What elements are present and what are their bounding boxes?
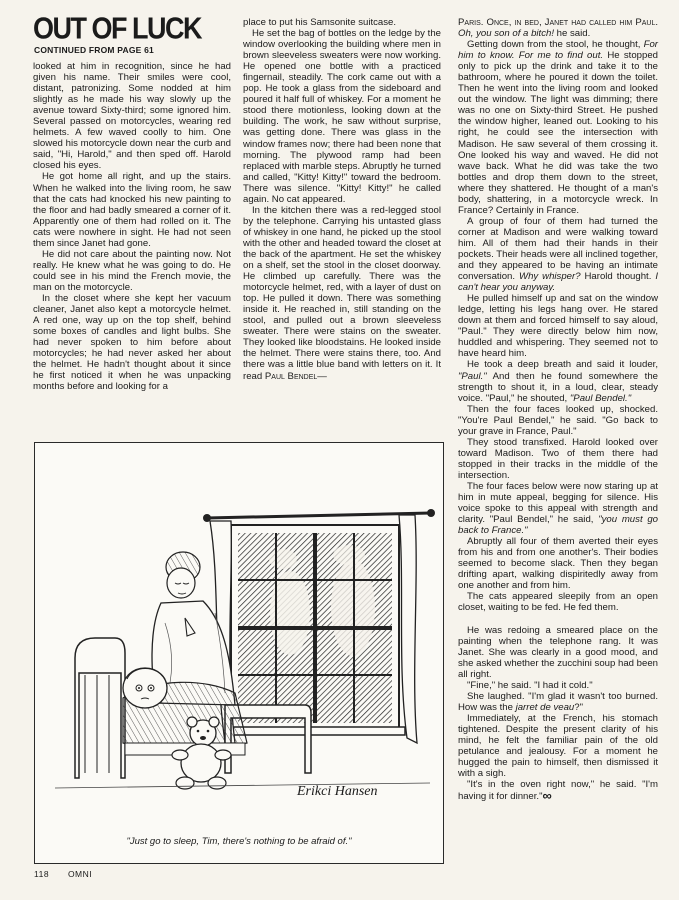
- italic-text: I can't hear you anyway.: [458, 271, 659, 294]
- page-footer: [34, 869, 108, 879]
- paragraph-text: The four faces below were now staring up at him in mute appeal, begging for silence. His voice spoke to this appeal with strength and clarity. "Paul Bendel," he said,: [458, 480, 658, 526]
- italic-text: "Paul.": [458, 370, 487, 382]
- paragraph: [458, 481, 658, 536]
- end-mark-icon: ∞: [542, 788, 552, 804]
- paragraph: He was redoing a smeared place on the painting when the telephone rang. It was Janet. She was clearly in a good mood, and she asked whether the zucchini soup had been all right.: [458, 624, 659, 680]
- italic-text: Why whisper?: [519, 271, 581, 283]
- paragraph: place to put his Samsonite suitcase.: [243, 17, 397, 28]
- right-curtain: [399, 515, 417, 743]
- italic-text: "you must go back to France.": [458, 514, 659, 537]
- paragraph-text: Harold thought.: [584, 271, 652, 283]
- paragraph: Immediately, at the French, his stomach tightened. Despite the present clarity of his mind, he felt the familiar pain of the old petulance and jealousy. For a moment he hugged the pain to himself, then dismissed it with a sigh.: [458, 712, 658, 780]
- italic-text: Oh, you son of a bitch!: [458, 28, 554, 40]
- paragraph: Then the four faces looked up, shocked. "You're Paul Bendel," he said. "Go back to your grave in France, Paul.": [458, 403, 658, 437]
- paragraph-text: Getting down from the stool, he thought,: [467, 39, 641, 51]
- continued-line: CONTINUED FROM PAGE 61: [34, 45, 154, 55]
- paragraph: [458, 691, 658, 713]
- paragraph: looked at him in recognition, since he had given his name. Their smiles were cool, distant, patronizing. Some nodded at him slightly as he made his way slowly up the avenue toward Sixty-third; some ignored him. Several passed on motorcycles, wearing red helmets. A few waved coolly to him. One slowed his motorcycle down near the curb and said, "Hi, Harold," and then sped off. Harold closed his eyes.: [33, 61, 231, 172]
- italic-text: "Paul Bendel.": [569, 392, 632, 404]
- cartoon-caption: "Just go to sleep, Tim, there's nothing to be afraid of.": [126, 836, 352, 847]
- paragraph: [458, 779, 658, 802]
- paragraph: [458, 216, 658, 293]
- name-band-text: Paul Bendel—: [264, 370, 327, 382]
- paragraph: [458, 39, 658, 216]
- paragraph: [458, 359, 658, 403]
- italic-text: For him to know. For me to find out.: [458, 39, 658, 62]
- cartoon-illustration: [35, 443, 443, 863]
- page-number: 118: [34, 869, 50, 879]
- paragraph: "Fine," he said. "I had it cold.": [467, 679, 593, 691]
- section-break: [458, 614, 658, 625]
- paragraph-text: He stopped only to pick up the drink and take it to the bathroom, where he poured it down the toilet. Then he went into the living room and looked out the window. The light was dimming; there was no one on Sixty-third Street. He pushed the window higher, leaned out. Looking to his right, he could see the intersection with Madison. He saw several of them crossing it. One looked his way and waved. He did not wave back. What he did was take the two bottles and drop them down to the street, where they shattered. He thought of a man's body, shattering, in a motorcycle wreck. In France? Certainly in France.: [458, 50, 658, 216]
- paragraph-text: And then he found somewhere the strength to shout it, in a loud, clear, steady voice. "Paul," he shouted,: [458, 370, 658, 404]
- paragraph: He got home all right, and up the stairs. When he walked into the living room, he saw that the cats had knocked his new painting to the floor and had badly smeared a corner of it. Apparently one of them had rolled on it. The cats were nowhere in sight. He had not seen them since Janet had gone.: [33, 171, 231, 249]
- paragraph: In the closet where she kept her vacuum cleaner, Janet also kept a motorcycle helmet. A red one, way up on the top shelf, behind some boxes of candles and light bulbs. She had never spoken to him before about motorcycles; he had never asked her about the helmet. He hadn't thought about it since he first noticed it when he was unpacking months before and looking for a: [33, 292, 231, 393]
- column-1: [33, 61, 231, 392]
- paragraph-text: A group of four of them had turned the corner at Madison and were walking toward him. All of them had their hands in their pockets. Their heads were all inclined together, and they appeared to be having an intimate conversation.: [458, 215, 658, 283]
- paragraph: [458, 17, 658, 39]
- paragraph-text: Paris. Once, in bed, Janet had called him Paul.: [458, 17, 658, 28]
- paragraph-text: he said.: [556, 28, 591, 40]
- paragraph-text: In the kitchen there was a red-legged stool by the telephone. Carrying his untasted glass of whiskey in one hand, he picked up the stool with the other and headed toward the closet at the back of the apartment. He set the whiskey on a shelf, set the stool in the closet doorway. He climbed up carefully. There was the motorcycle helmet, red, with a layer of dust on top. He pulled it down. There was something inside it. He reached in, still standing on the stool, and pulled out a brown sleeveless sweater. There were stains on the sweater. They looked like bloodstains. He looked inside the helmet. There were stains there, too. And there was a little blue band with letters on it. It read: [243, 204, 441, 382]
- paragraph: They stood transfixed. Harold looked over toward Madison. Two of them there had stopped in their tracks in the middle of the intersection.: [458, 436, 658, 481]
- paragraph: The cats appeared sleepily from an open closet, waiting to be fed. He fed them.: [458, 591, 658, 614]
- story-title: OUT OF LUCK: [33, 11, 201, 46]
- paragraph-text: "It's in the oven right now," he said. "I'm having it for dinner.": [458, 779, 658, 803]
- paragraph: He set the bag of bottles on the ledge by the window overlooking the building where men in brown sleeveless sweaters were now working. He opened one bottle with a practiced fingernail, steadily. The cork came out with a pop. He took a glass from the sideboard and poured it half full of whiskey. For a moment he stood there motionless, looking down at the building. The work, he saw without surprise, was getting done. There was glass in the window frames now; there had been none that morning. The plywood ramp had been replaced with marble steps. Abruptly he turned and called, "Kitty! Kitty!" toward the bedroom. There was silence. "Kitty! Kitty!" he called again. No cat appeared.: [243, 28, 441, 205]
- column-2: [243, 17, 441, 382]
- paragraph: Abruptly all four of them averted their eyes from his and from one another's. Their bodies seemed to become slack. Then they began drifting apart, walking dispiritedly away from one another and from him.: [458, 536, 658, 592]
- child-in-bed: [123, 668, 167, 708]
- paragraph: He pulled himself up and sat on the window ledge, letting his legs hang over. He stared down at them and forced himself to say aloud, "Paul." They were directly below him now, huddled and whispering. They seemed not to have heard him.: [458, 293, 658, 360]
- night-window: [225, 525, 405, 735]
- italic-text: jarret de veau: [515, 701, 575, 713]
- paragraph-text: ?": [574, 701, 584, 713]
- magazine-name: OMNI: [67, 869, 93, 879]
- paragraph: He did not care about the painting now. Not really. He knew what he was going to do. He could see in his mind the French movie, the man on the motorcycle.: [33, 248, 231, 293]
- column-3: [458, 17, 658, 802]
- paragraph: [243, 205, 441, 382]
- artist-signature: Erikci Hansen: [297, 784, 378, 799]
- paragraph-text: He took a deep breath and said it louder,: [467, 359, 658, 371]
- cartoon-panel: [34, 442, 444, 864]
- paragraph-text: She laughed. "I'm glad it wasn't too burned. How was the: [458, 690, 658, 713]
